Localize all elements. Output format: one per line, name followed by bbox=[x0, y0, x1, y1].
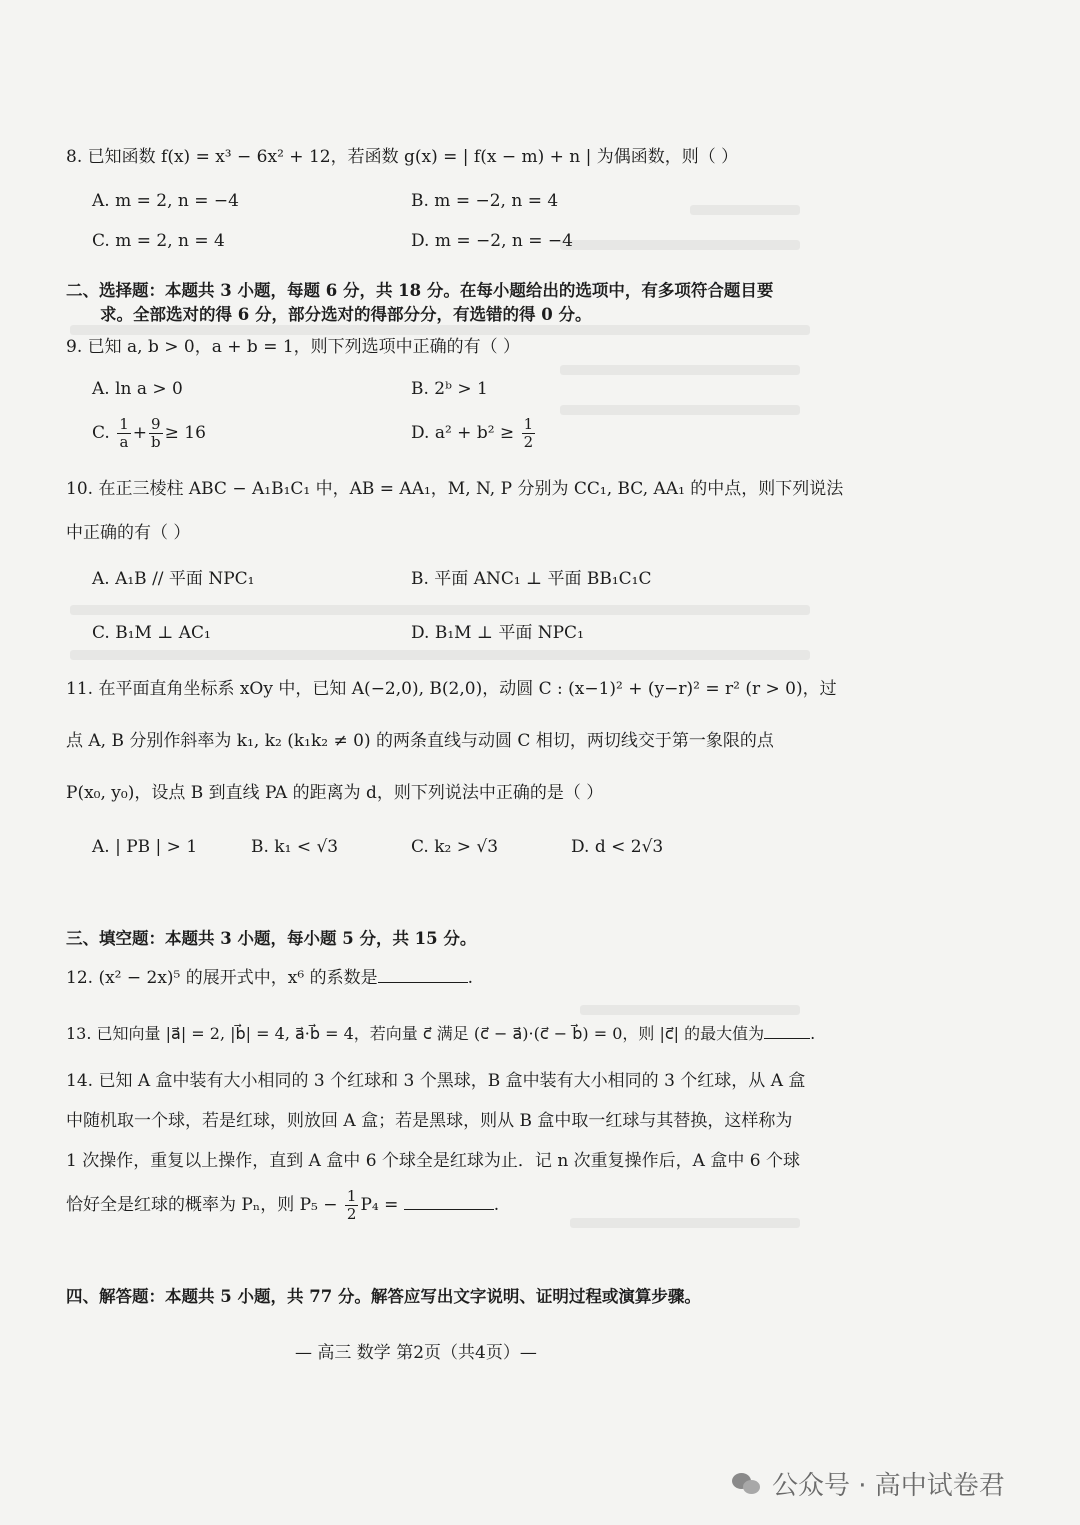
numerator: 1 bbox=[523, 415, 534, 433]
q9-option-d-label: D. a² + b² ≥ bbox=[411, 423, 515, 443]
q8-option-c: C. m = 2, n = 4 bbox=[92, 231, 225, 251]
bleed-through-mark bbox=[580, 1005, 800, 1015]
question-13 bbox=[66, 1022, 815, 1045]
q8-option-d: D. m = −2, n = −4 bbox=[411, 231, 573, 251]
answer-blank bbox=[378, 966, 468, 983]
q10-option-a: A. A₁B // 平面 NPC₁ bbox=[92, 569, 255, 589]
question-12-text: 12. (x² − 2x)⁵ 的展开式中，x⁶ 的系数是 bbox=[66, 968, 378, 988]
bleed-through-mark bbox=[690, 205, 800, 215]
bleed-through-mark bbox=[560, 240, 800, 250]
answer-blank bbox=[764, 1022, 810, 1039]
question-12 bbox=[66, 966, 473, 989]
question-10-stem-line1: 10. 在正三棱柱 ABC − A₁B₁C₁ 中，AB = AA₁，M, N, P 分别为 CC₁, BC, AA₁ 的中点，则下列说法 bbox=[66, 479, 844, 499]
q10-option-b: B. 平面 ANC₁ ⊥ 平面 BB₁C₁C bbox=[411, 569, 652, 589]
q10-option-d: D. B₁M ⊥ 平面 NPC₁ bbox=[411, 623, 584, 643]
wechat-icon bbox=[732, 1471, 762, 1497]
question-14-line4-pre: 恰好全是红球的概率为 Pₙ，则 P₅ − bbox=[66, 1195, 338, 1215]
q8-option-b: B. m = −2, n = 4 bbox=[411, 191, 559, 211]
question-14-line3: 1 次操作，重复以上操作，直到 A 盒中 6 个球全是红球为止．记 n 次重复操作后，A 盒中 6 个球 bbox=[66, 1151, 800, 1171]
question-14-line1: 14. 已知 A 盒中装有大小相同的 3 个红球和 3 个黑球，B 盒中装有大小相同的 3 个红球，从 A 盒 bbox=[66, 1071, 806, 1091]
question-11-stem-line3: P(x₀, y₀)，设点 B 到直线 PA 的距离为 d，则下列说法中正确的是（ ） bbox=[66, 783, 604, 803]
bleed-through-mark bbox=[70, 325, 810, 335]
denominator: a bbox=[119, 433, 129, 451]
section-3-heading: 三、填空题：本题共 3 小题，每小题 5 分，共 15 分。 bbox=[66, 929, 477, 948]
section-4-heading: 四、解答题：本题共 5 小题，共 77 分。解答应写出文字说明、证明过程或演算步骤。 bbox=[66, 1287, 701, 1306]
q11-option-c: C. k₂ > √3 bbox=[411, 837, 499, 857]
question-8-stem: 8. 已知函数 f(x) = x³ − 6x² + 12，若函数 g(x) = | f(x − m) + n | 为偶函数，则（ ） bbox=[66, 147, 739, 167]
watermark-text: 公众号 · 高中试卷君 bbox=[772, 1471, 1005, 1501]
bleed-through-mark bbox=[560, 365, 800, 375]
q9-option-c bbox=[92, 413, 206, 453]
bleed-through-mark bbox=[70, 650, 810, 660]
q11-option-d: D. d < 2√3 bbox=[571, 837, 664, 857]
question-14-line4 bbox=[66, 1185, 499, 1225]
numerator: 1 bbox=[346, 1187, 357, 1205]
bleed-through-mark bbox=[70, 605, 810, 615]
fraction bbox=[117, 416, 131, 451]
bleed-through-mark bbox=[560, 405, 800, 415]
period: . bbox=[467, 968, 473, 988]
question-14-line4-post: P₄ = bbox=[360, 1195, 399, 1215]
fraction bbox=[522, 416, 536, 451]
denominator: 2 bbox=[346, 1205, 357, 1223]
q9-option-d bbox=[411, 413, 537, 453]
question-10-stem-line2: 中正确的有（ ） bbox=[66, 523, 191, 543]
q9-option-b: B. 2ᵇ > 1 bbox=[411, 379, 488, 399]
answer-blank bbox=[404, 1193, 494, 1210]
period: . bbox=[810, 1024, 816, 1043]
section-2-heading-line1: 二、选择题：本题共 3 小题，每题 6 分，共 18 分。在每小题给出的选项中，有多项符合题目要 bbox=[66, 281, 774, 300]
question-14-line2: 中随机取一个球，若是红球，则放回 A 盒；若是黑球，则从 B 盒中取一红球与其替换，这样称为 bbox=[66, 1111, 793, 1131]
inequality-tail: ≥ 16 bbox=[164, 423, 206, 443]
numerator: 1 bbox=[119, 415, 129, 433]
bleed-through-mark bbox=[570, 1218, 800, 1228]
q9-option-c-label: C. bbox=[92, 423, 110, 443]
q8-option-a: A. m = 2, n = −4 bbox=[92, 191, 239, 211]
numerator: 9 bbox=[149, 416, 163, 434]
question-11-stem-line1: 11. 在平面直角坐标系 xOy 中，已知 A(−2,0), B(2,0)，动圆 C : (x−1)² + (y−r)² = r² (r > 0)，过 bbox=[66, 679, 837, 699]
plus-sign: + bbox=[132, 423, 148, 443]
q10-option-c: C. B₁M ⊥ AC₁ bbox=[92, 623, 211, 643]
fraction bbox=[345, 1188, 359, 1223]
question-13-text: 13. 已知向量 |a⃗| = 2, |b⃗| = 4, a⃗·b⃗ = 4，若向量 c⃗ 满足 (c⃗ − a⃗)·(c⃗ − b⃗) = 0，则 |c⃗| 的最大值为 bbox=[66, 1024, 765, 1043]
q9-option-a: A. ln a > 0 bbox=[92, 379, 183, 399]
q11-option-b: B. k₁ < √3 bbox=[251, 837, 339, 857]
denominator: b bbox=[151, 433, 161, 451]
period: . bbox=[493, 1195, 500, 1215]
section-2-heading-line2: 求。全部选对的得 6 分，部分选对的得部分分，有选错的得 0 分。 bbox=[100, 305, 592, 324]
page-footer: — 高三 数学 第2页（共4页）— bbox=[295, 1343, 537, 1363]
question-9-stem: 9. 已知 a, b > 0，a + b = 1，则下列选项中正确的有（ ） bbox=[66, 337, 521, 357]
question-11-stem-line2: 点 A, B 分别作斜率为 k₁, k₂ (k₁k₂ ≠ 0) 的两条直线与动圆 C 相切，两切线交于第一象限的点 bbox=[66, 731, 774, 751]
watermark bbox=[732, 1465, 1005, 1502]
fraction bbox=[149, 416, 163, 451]
denominator: 2 bbox=[523, 433, 534, 451]
q11-option-a: A. | PB | > 1 bbox=[92, 837, 198, 857]
